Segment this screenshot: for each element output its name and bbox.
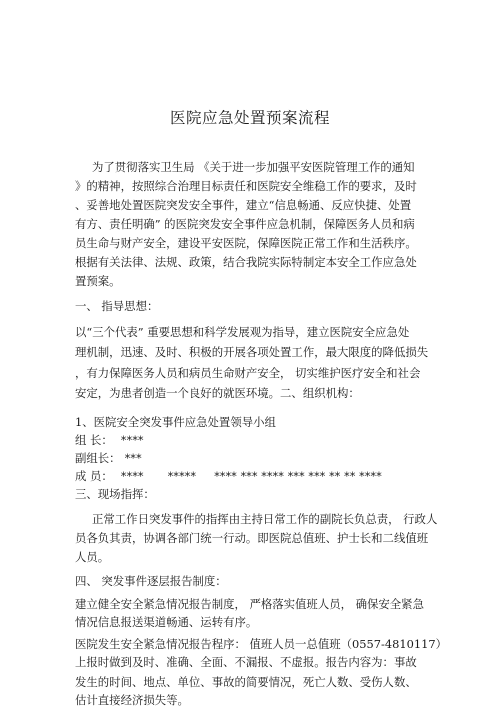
- section1-line-4: 安定，为患者创造一个良好的就医环境。二、组织机构：: [75, 386, 360, 400]
- leader-label: 组 长：: [75, 433, 113, 447]
- members-row: [75, 470, 382, 483]
- report-line-1: 医院发生安全紧急情况报告程序： 值班人员一总值班（0557-4810117）: [75, 637, 447, 651]
- deputy-label: 副组长：: [75, 451, 121, 465]
- leader-value: ****: [120, 433, 144, 447]
- section3-line-1: 正常工作日突发事件的指挥由主持日常工作的副院长负总责， 行政人: [92, 512, 438, 526]
- report-line-3: 发生的时间、地点、单位、事故的简要情况，死亡人数、受伤人数、: [75, 675, 417, 689]
- section4-line-2: 情况信息报送渠道畅通、运转有序。: [75, 615, 258, 629]
- report-line-4: 估计直接经济损失等。: [75, 693, 189, 707]
- intro-line-4: 有方、责任明确” 的医院突发安全事件应急机制，保障医务人员和病: [75, 217, 415, 231]
- section1-line-2: 理机制，迅速、及时、积极的开展各项处置工作，最大限度的降低损失: [75, 345, 429, 359]
- intro-line-2: 》的精神，按照综合治理目标责任和医院安全维稳工作的要求，及时: [75, 179, 417, 193]
- section1-line-3: ，有力保障医务人员和病员生命财产安全， 切实维护医疗安全和社会: [75, 366, 421, 380]
- section1-line-1: 以“三个代表” 重要思想和科学发展观为指导，建立医院安全应急处: [75, 325, 410, 339]
- section4-heading: 四、 突发事件逐层报告制度：: [75, 574, 227, 588]
- intro-line-1: 为了贯彻落实卫生局 《关于进一步加强平安医院管理工作的通知: [92, 160, 415, 174]
- section3-line-3: 人员。: [75, 550, 110, 564]
- members-value-1: ****: [120, 469, 144, 483]
- intro-line-3: 、妥善地处置医院突发安全事件，建立“信息畅通、反应快捷、处置: [75, 198, 412, 212]
- members-label: 成 员：: [75, 469, 113, 483]
- deputy-value: ***: [124, 451, 142, 465]
- section3-line-2: 员各负其责，协调各部门统一行动。即医院总值班、护士长和二线值班: [75, 531, 429, 545]
- members-value-2: *****: [167, 469, 197, 483]
- intro-line-6: 根据有关法律、法规、政策，结合我院实际特制定本安全工作应急处: [75, 255, 417, 269]
- section4-line-1: 建立健全安全紧急情况报告制度， 严格落实值班人员， 确保安全紧急: [75, 597, 424, 611]
- deputy-row: [75, 452, 142, 465]
- intro-line-7: 置预案。: [75, 274, 121, 288]
- section1-heading: 一、 指导思想：: [75, 299, 159, 313]
- document-title: 医院应急处置预案流程: [169, 109, 330, 127]
- leadership-heading: 1、医院安全突发事件应急处置领导小组: [75, 415, 276, 429]
- report-line-2: 上报时做到及时、准确、全面、不漏报、不虚报。报告内容为：事故: [75, 655, 417, 669]
- intro-line-5: 员生命与财产安全，建设平安医院，保障医院正常工作和生活秩序。: [75, 236, 417, 250]
- section3-heading: 三、现场指挥：: [75, 487, 155, 501]
- members-value-3: **** *** **** *** *** ** ** ****: [214, 469, 382, 483]
- leader-row: [75, 434, 144, 447]
